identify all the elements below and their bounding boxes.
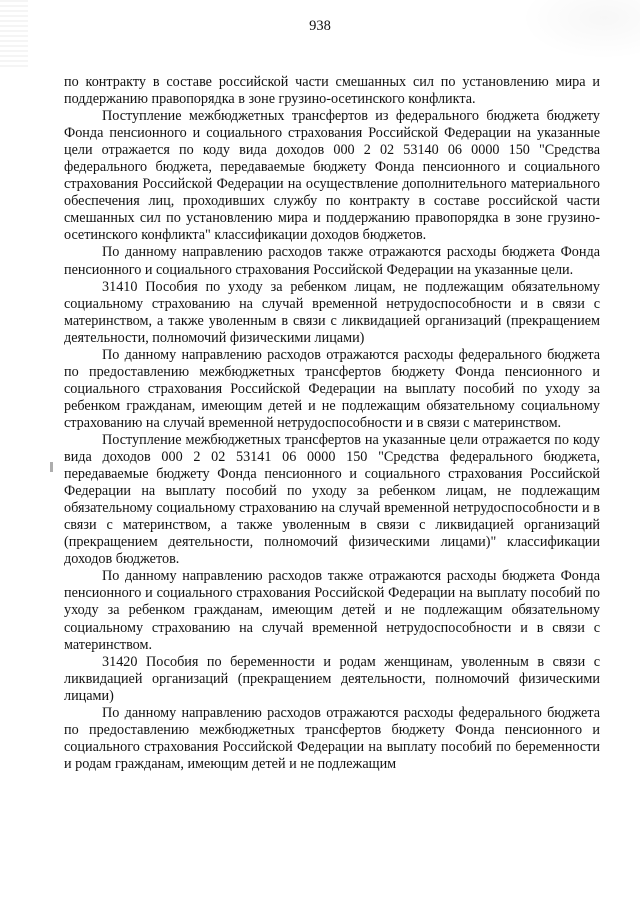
document-body bbox=[64, 74, 600, 773]
section-31420-heading: 31420 Пособия по беременности и родам женщинам, уволенным в связи с ликвидацией организаций (прекращением деятельности, полномочий физическими лицами) bbox=[64, 653, 600, 704]
page-number: 938 bbox=[309, 18, 331, 34]
paragraph-2: Поступление межбюджетных трансфертов из федерального бюджета бюджету Фонда пенсионного и социального страхования Российской Федерации на указанные цели отражается по коду вида доходов 000 2 02 53140 06 0000 150 "Средства федерального бюджета, передаваемые бюджету Фонда пенсионного и социального страхования Российской Федерации на осуществление дополнительного материального обеспечения лиц, проходивших службу по контракту в составе российской части смешанных сил по установлению мира и поддержанию правопорядка в зоне грузино-осетинского конфликта" классификации доходов бюджетов. bbox=[64, 108, 600, 244]
paragraph-9: По данному направлению расходов отражаются расходы федерального бюджета по предоставлению межбюджетных трансфертов бюджету Фонда пенсионного и социального страхования Российской Федерации на выплату пособий по беременности и родам гражданам, имеющим детей и не подлежащим bbox=[64, 704, 600, 772]
paragraph-5: По данному направлению расходов отражаются расходы федерального бюджета по предоставлению межбюджетных трансфертов бюджету Фонда пенсионного и социального страхования Российской Федерации на выплату пособий по уходу за ребенком гражданам, имеющим детей и не подлежащим обязательному социальному страхованию на случай временной нетрудоспособности и в связи с материнством. bbox=[64, 346, 600, 431]
paragraph-1: по контракту в составе российской части смешанных сил по установлению мира и поддержанию правопорядка в зоне грузино-осетинского конфликта. bbox=[64, 74, 600, 108]
paragraph-6: Поступление межбюджетных трансфертов на указанные цели отражается по коду вида доходов 000 2 02 53141 06 0000 150 "Средства федерального бюджета, передаваемые бюджету Фонда пенсионного и социального страхования Российской Федерации на выплату пособий по уходу за ребенком лицам, не подлежащим обязательному социальному страхованию на случай временной нетрудоспособности и в связи с материнством, а также уволенным в связи с ликвидацией организаций (прекращением деятельности, полномочий физическими лицами)" классификации доходов бюджетов. bbox=[64, 431, 600, 568]
paragraph-7: По данному направлению расходов также отражаются расходы бюджета Фонда пенсионного и социального страхования Российской Федерации на выплату пособий по уходу за ребенком гражданам, имеющим детей и не подлежащим обязательному социальному страхованию на случай временной нетрудоспособности и в связи с материнством. bbox=[64, 568, 600, 653]
paragraph-3: По данному направлению расходов также отражаются расходы бюджета Фонда пенсионного и социального страхования Российской Федерации на указанные цели. bbox=[64, 244, 600, 278]
section-31410-heading: 31410 Пособия по уходу за ребенком лицам, не подлежащим обязательному социальному страхованию на случай временной нетрудоспособности и в связи с материнством, а также уволенным в связи с ликвидацией организаций (прекращением деятельности, полномочий физическими лицами) bbox=[64, 278, 600, 346]
scan-artifact-mark bbox=[50, 462, 53, 472]
scan-artifact-left bbox=[0, 0, 28, 70]
